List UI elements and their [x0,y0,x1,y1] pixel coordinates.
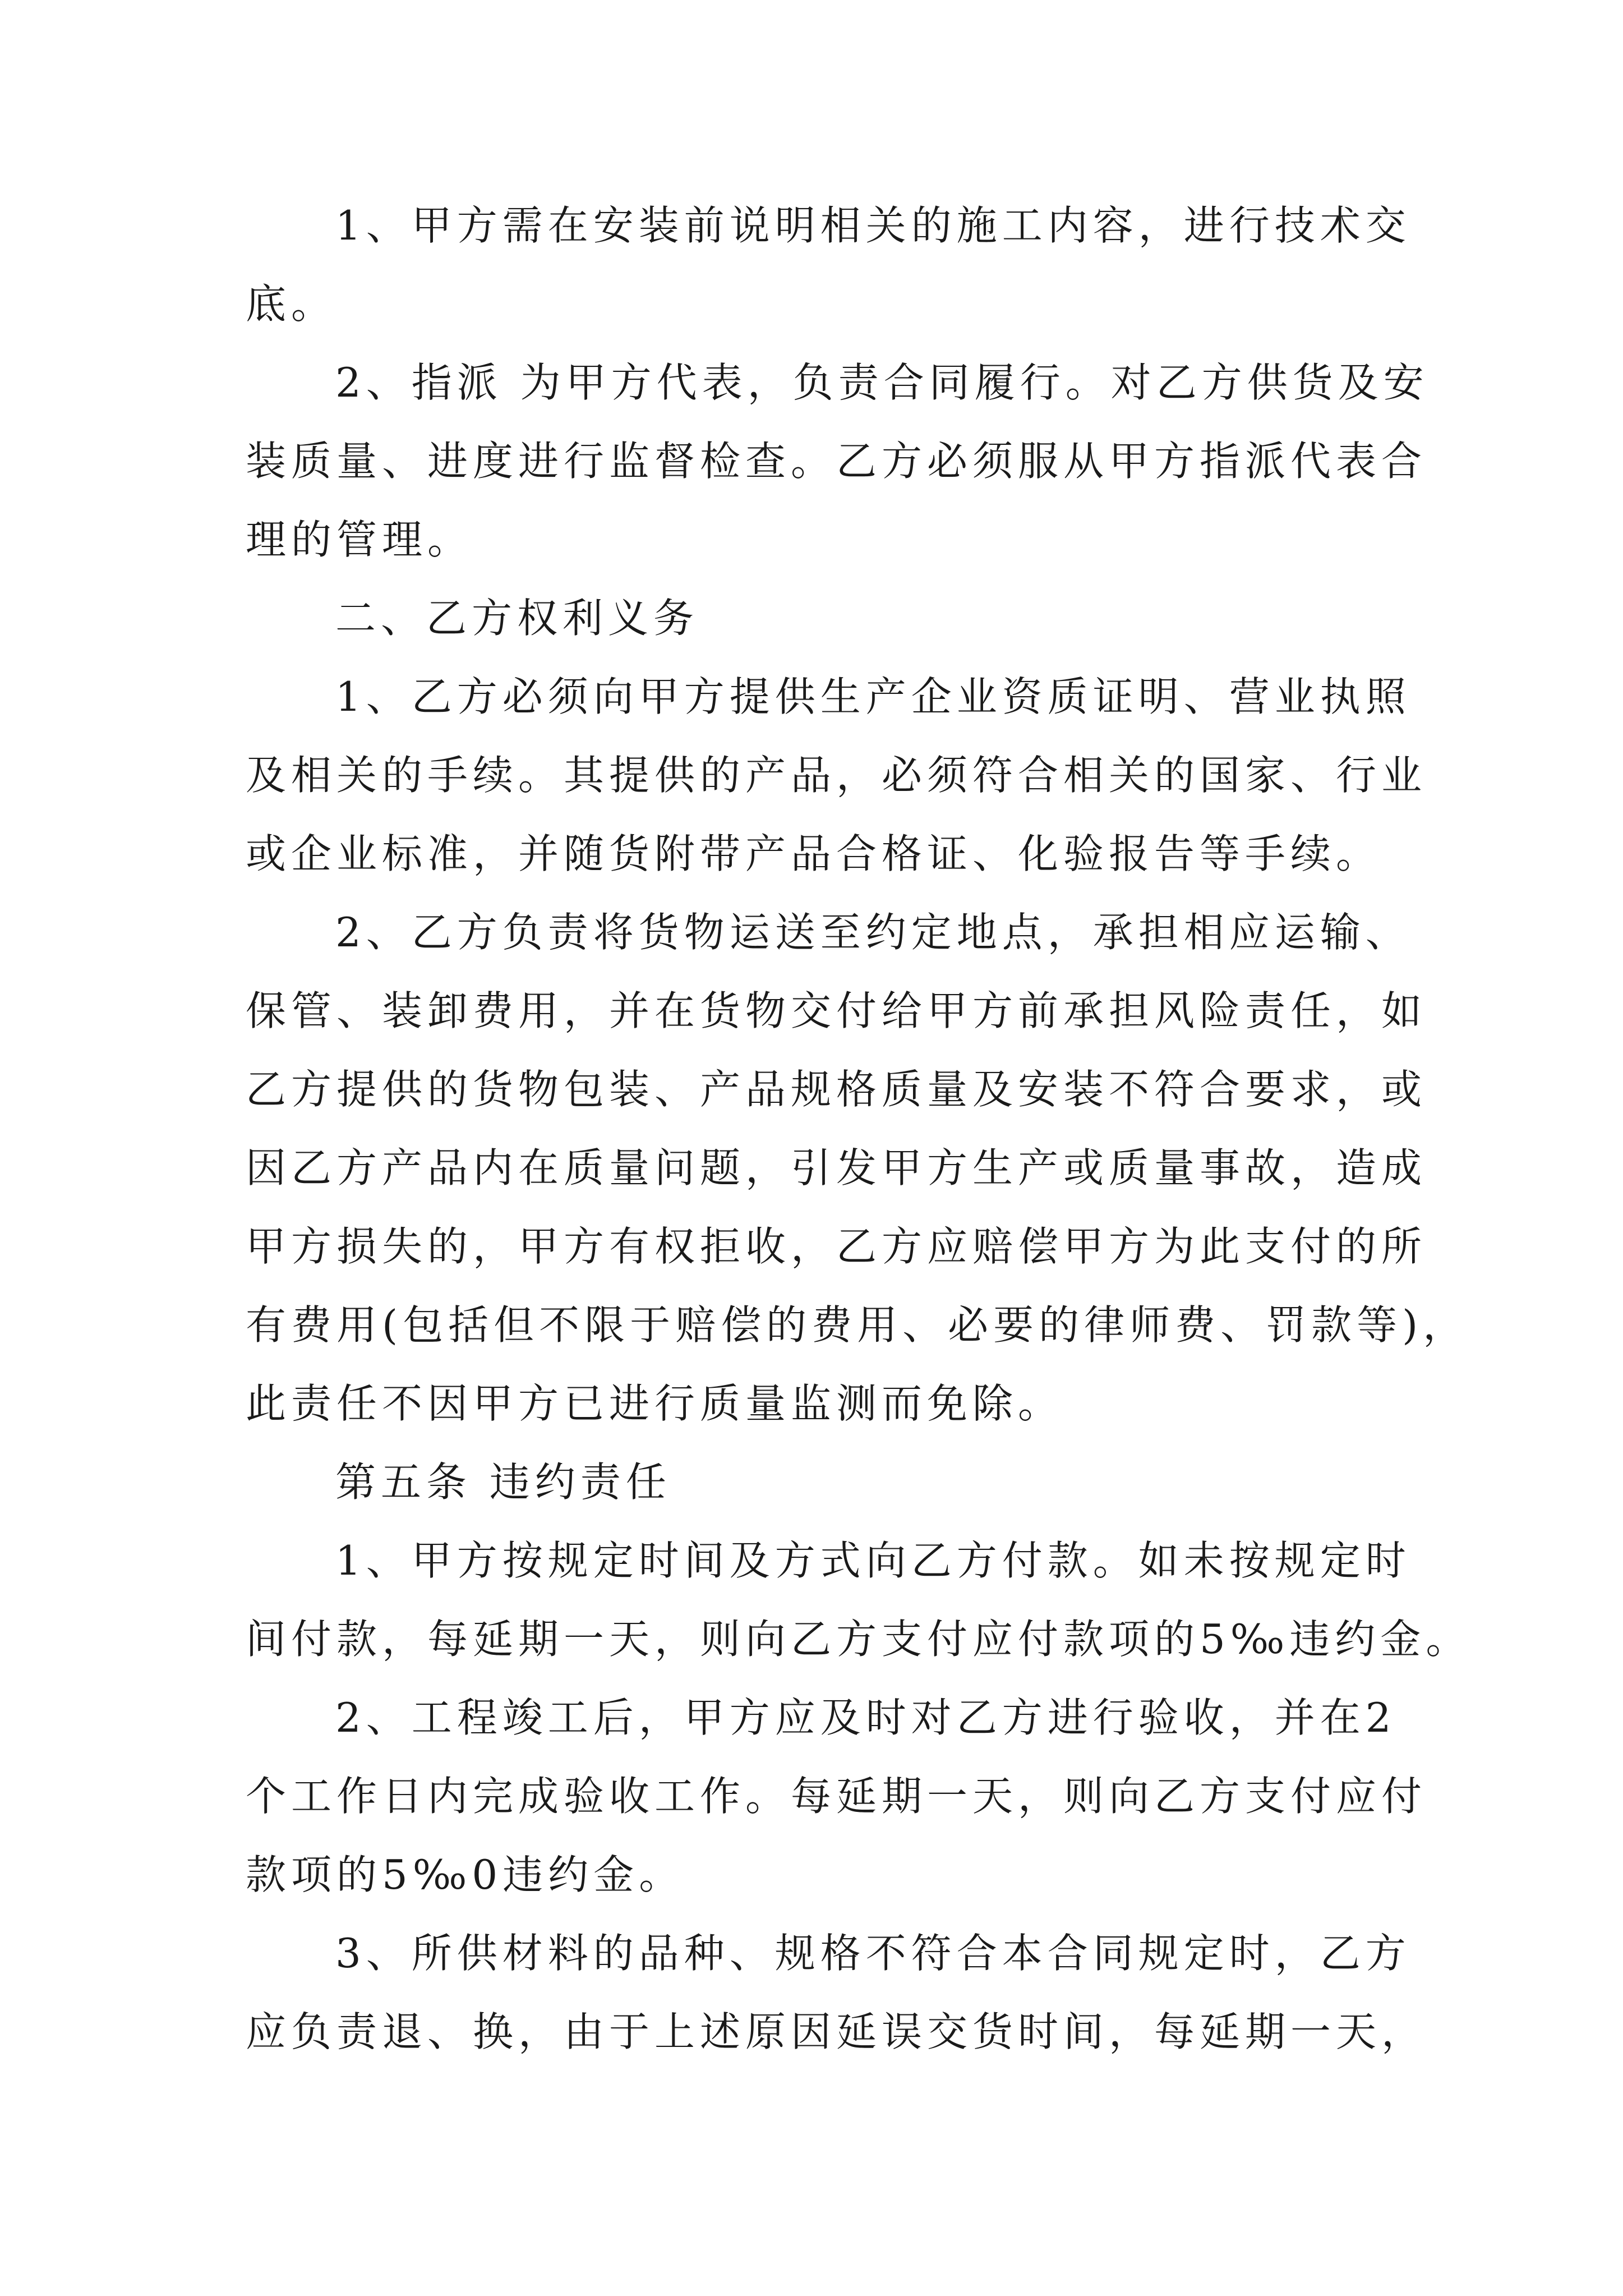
text-line: 理的管理。 [246,516,473,563]
text-line: 因乙方产品内在质量问题，引发甲方生产或质量事故，造成 [246,1144,1427,1191]
section-heading: 二、乙方权利义务 [335,595,699,642]
text-line: 乙方提供的货物包装、产品规格质量及安装不符合要求，或 [246,1066,1427,1113]
text-line: 1、甲方需在安装前说明相关的施工内容，进行技术交 [335,202,1411,249]
text-line: 3、所供材料的品种、规格不符合本合同规定时，乙方 [335,1930,1411,1977]
text-line: 2、指派 为甲方代表，负责合同履行。对乙方供货及安 [335,359,1429,406]
text-line: 此责任不因甲方已进行质量监测而免除。 [246,1380,1064,1427]
text-line: 款项的5‰0违约金。 [246,1851,685,1898]
text-line: 2、乙方负责将货物运送至约定地点，承担相应运输、 [335,909,1411,956]
section-heading: 第五条 违约责任 [335,1458,671,1506]
text-line: 甲方损失的，甲方有权拒收，乙方应赔偿甲方为此支付的所 [246,1223,1427,1270]
text-line: 有费用(包括但不限于赔偿的费用、必要的律师费、罚款等)， [246,1301,1469,1349]
text-line: 2、工程竣工后，甲方应及时对乙方进行验收，并在2 [335,1694,1396,1741]
text-line: 保管、装卸费用，并在货物交付给甲方前承担风险责任，如 [246,987,1427,1034]
text-line: 1、甲方按规定时间及方式向乙方付款。如未按规定时 [335,1537,1411,1584]
text-line: 1、乙方必须向甲方提供生产企业资质证明、营业执照 [335,673,1411,720]
text-line: 或企业标准，并随货附带产品合格证、化验报告等手续。 [246,830,1382,877]
text-line: 装质量、进度进行监督检查。乙方必须服从甲方指派代表合 [246,438,1427,485]
text-line: 应负责退、换，由于上述原因延误交货时间，每延期一天， [246,2008,1427,2055]
text-line: 底。 [246,280,337,328]
text-line: 个工作日内完成验收工作。每延期一天，则向乙方支付应付 [246,1773,1427,1820]
text-line: 间付款，每延期一天，则向乙方支付应付款项的5‰违约金。 [246,1616,1472,1663]
text-line: 及相关的手续。其提供的产品，必须符合相关的国家、行业 [246,752,1427,799]
